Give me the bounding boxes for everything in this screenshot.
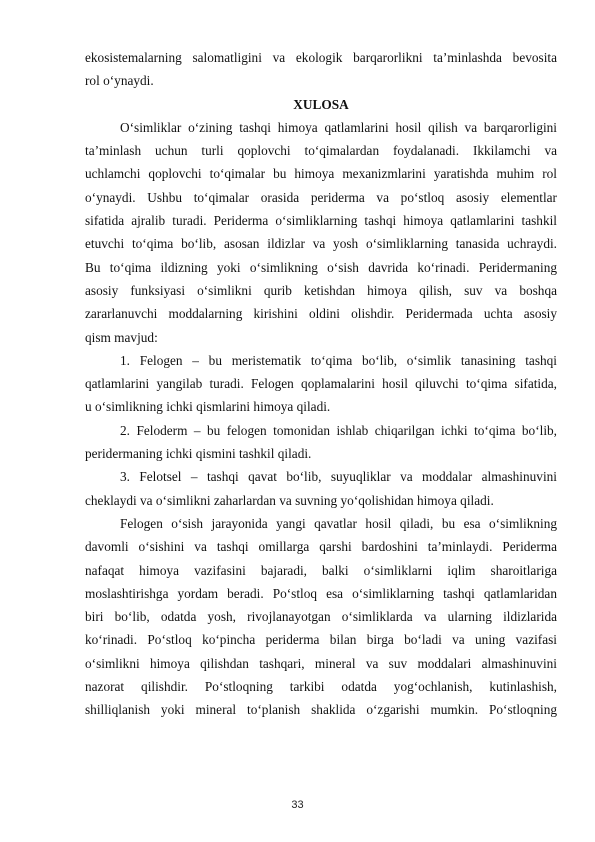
text-line: biri bo‘lib, odatda yosh, rivojlanayotgan o‘simliklarda va ularning ildizlarida bbox=[85, 609, 557, 625]
text-line: nazorat qilishdir. Po‘stloqning tarkibi odatda yog‘ochlanish, kutinlashish, bbox=[85, 679, 557, 695]
text-line: 2. Feloderm – bu felogen tomonidan ishlab chiqarilgan ichki to‘qima bo‘lib, bbox=[120, 422, 557, 438]
text-line: O‘simliklar o‘zining tashqi himoya qatlamlarini hosil qilish va barqarorligini bbox=[120, 119, 557, 135]
text-line: o‘simlikni himoya qilishdan tashqari, mineral va suv moddalari almashinuvini bbox=[85, 655, 557, 671]
text-line: ko‘rinadi. Po‘stloq ko‘pincha periderma bilan birga bo‘ladi va uning vazifasi bbox=[85, 632, 557, 648]
text-line: sifatida ajralib turadi. Periderma o‘simliklarning tashqi himoya qatlamlarini tashkil bbox=[85, 213, 557, 229]
text-line: u o‘simlikning ichki qismlarini himoya qiladi. bbox=[85, 399, 331, 415]
text-line: zararlanuvchi moddalarning kirishini oldini olishdir. Peridermada uchta asosiy bbox=[85, 306, 557, 322]
text-line: asosiy funksiyasi o‘simlikni qurib ketishdan himoya qilish, suv va boshqa bbox=[85, 282, 557, 298]
text-line: peridermaning ichki qismini tashkil qiladi. bbox=[85, 446, 312, 462]
text-line: Felogen o‘sish jarayonida yangi qavatlar hosil qiladi, bu esa o‘simlikning bbox=[120, 515, 557, 531]
text-line: shilliqlanish yoki mineral to‘planish shaklida o‘zgarishi mumkin. Po‘stloqning bbox=[85, 702, 557, 718]
text-line: uchlamchi qoplovchi to‘qimalar bu himoya mexanizmlarini yaratishda muhim rol bbox=[85, 166, 557, 182]
text-line: moslashtirishga yordam beradi. Po‘stloq esa o‘simliklarning tashqi qatlamlaridan bbox=[85, 585, 557, 601]
section-heading: XULOSA bbox=[293, 96, 349, 112]
page-number: 33 bbox=[291, 799, 304, 811]
text-line: qism mavjud: bbox=[85, 329, 158, 345]
text-line: ta’minlash uchun turli qoplovchi to‘qimalardan foydalanadi. Ikkilamchi va bbox=[85, 143, 557, 159]
text-line: 3. Felotsel – tashqi qavat bo‘lib, suyuqliklar va moddalar almashinuvini bbox=[120, 469, 557, 485]
text-line: o‘ynaydi. Ushbu to‘qimalar orasida periderma va po‘stloq asosiy elementlar bbox=[85, 189, 557, 205]
text-line: cheklaydi va o‘simlikni zaharlardan va suvning yo‘qolishidan himoya qiladi. bbox=[85, 492, 494, 508]
text-line: nafaqat himoya vazifasini bajaradi, balki o‘simliklarni iqlim sharoitlariga bbox=[85, 562, 557, 578]
text-line: rol o‘ynaydi. bbox=[85, 73, 154, 89]
text-line: 1. Felogen – bu meristematik to‘qima bo‘lib, o‘simlik tanasining tashqi bbox=[120, 352, 557, 368]
document-body bbox=[85, 46, 557, 722]
text-line: etuvchi to‘qima bo‘lib, asosan ildizlar va yosh o‘simliklarning tanasida uchraydi. bbox=[85, 236, 557, 252]
text-line: qatlamlarini yangilab turadi. Felogen qoplamalarini hosil qiluvchi to‘qima sifatida, bbox=[85, 376, 557, 392]
text-line: ekosistemalarning salomatligini va ekologik barqarorlikni ta’minlashda bevosita bbox=[85, 50, 557, 65]
text-line: davomli o‘sishini va tashqi omillarga qarshi bardoshini ta’minlaydi. Periderma bbox=[85, 539, 557, 555]
text-line: Bu to‘qima ildizning yoki o‘simlikning o‘sish davrida ko‘rinadi. Peridermaning bbox=[85, 259, 557, 275]
